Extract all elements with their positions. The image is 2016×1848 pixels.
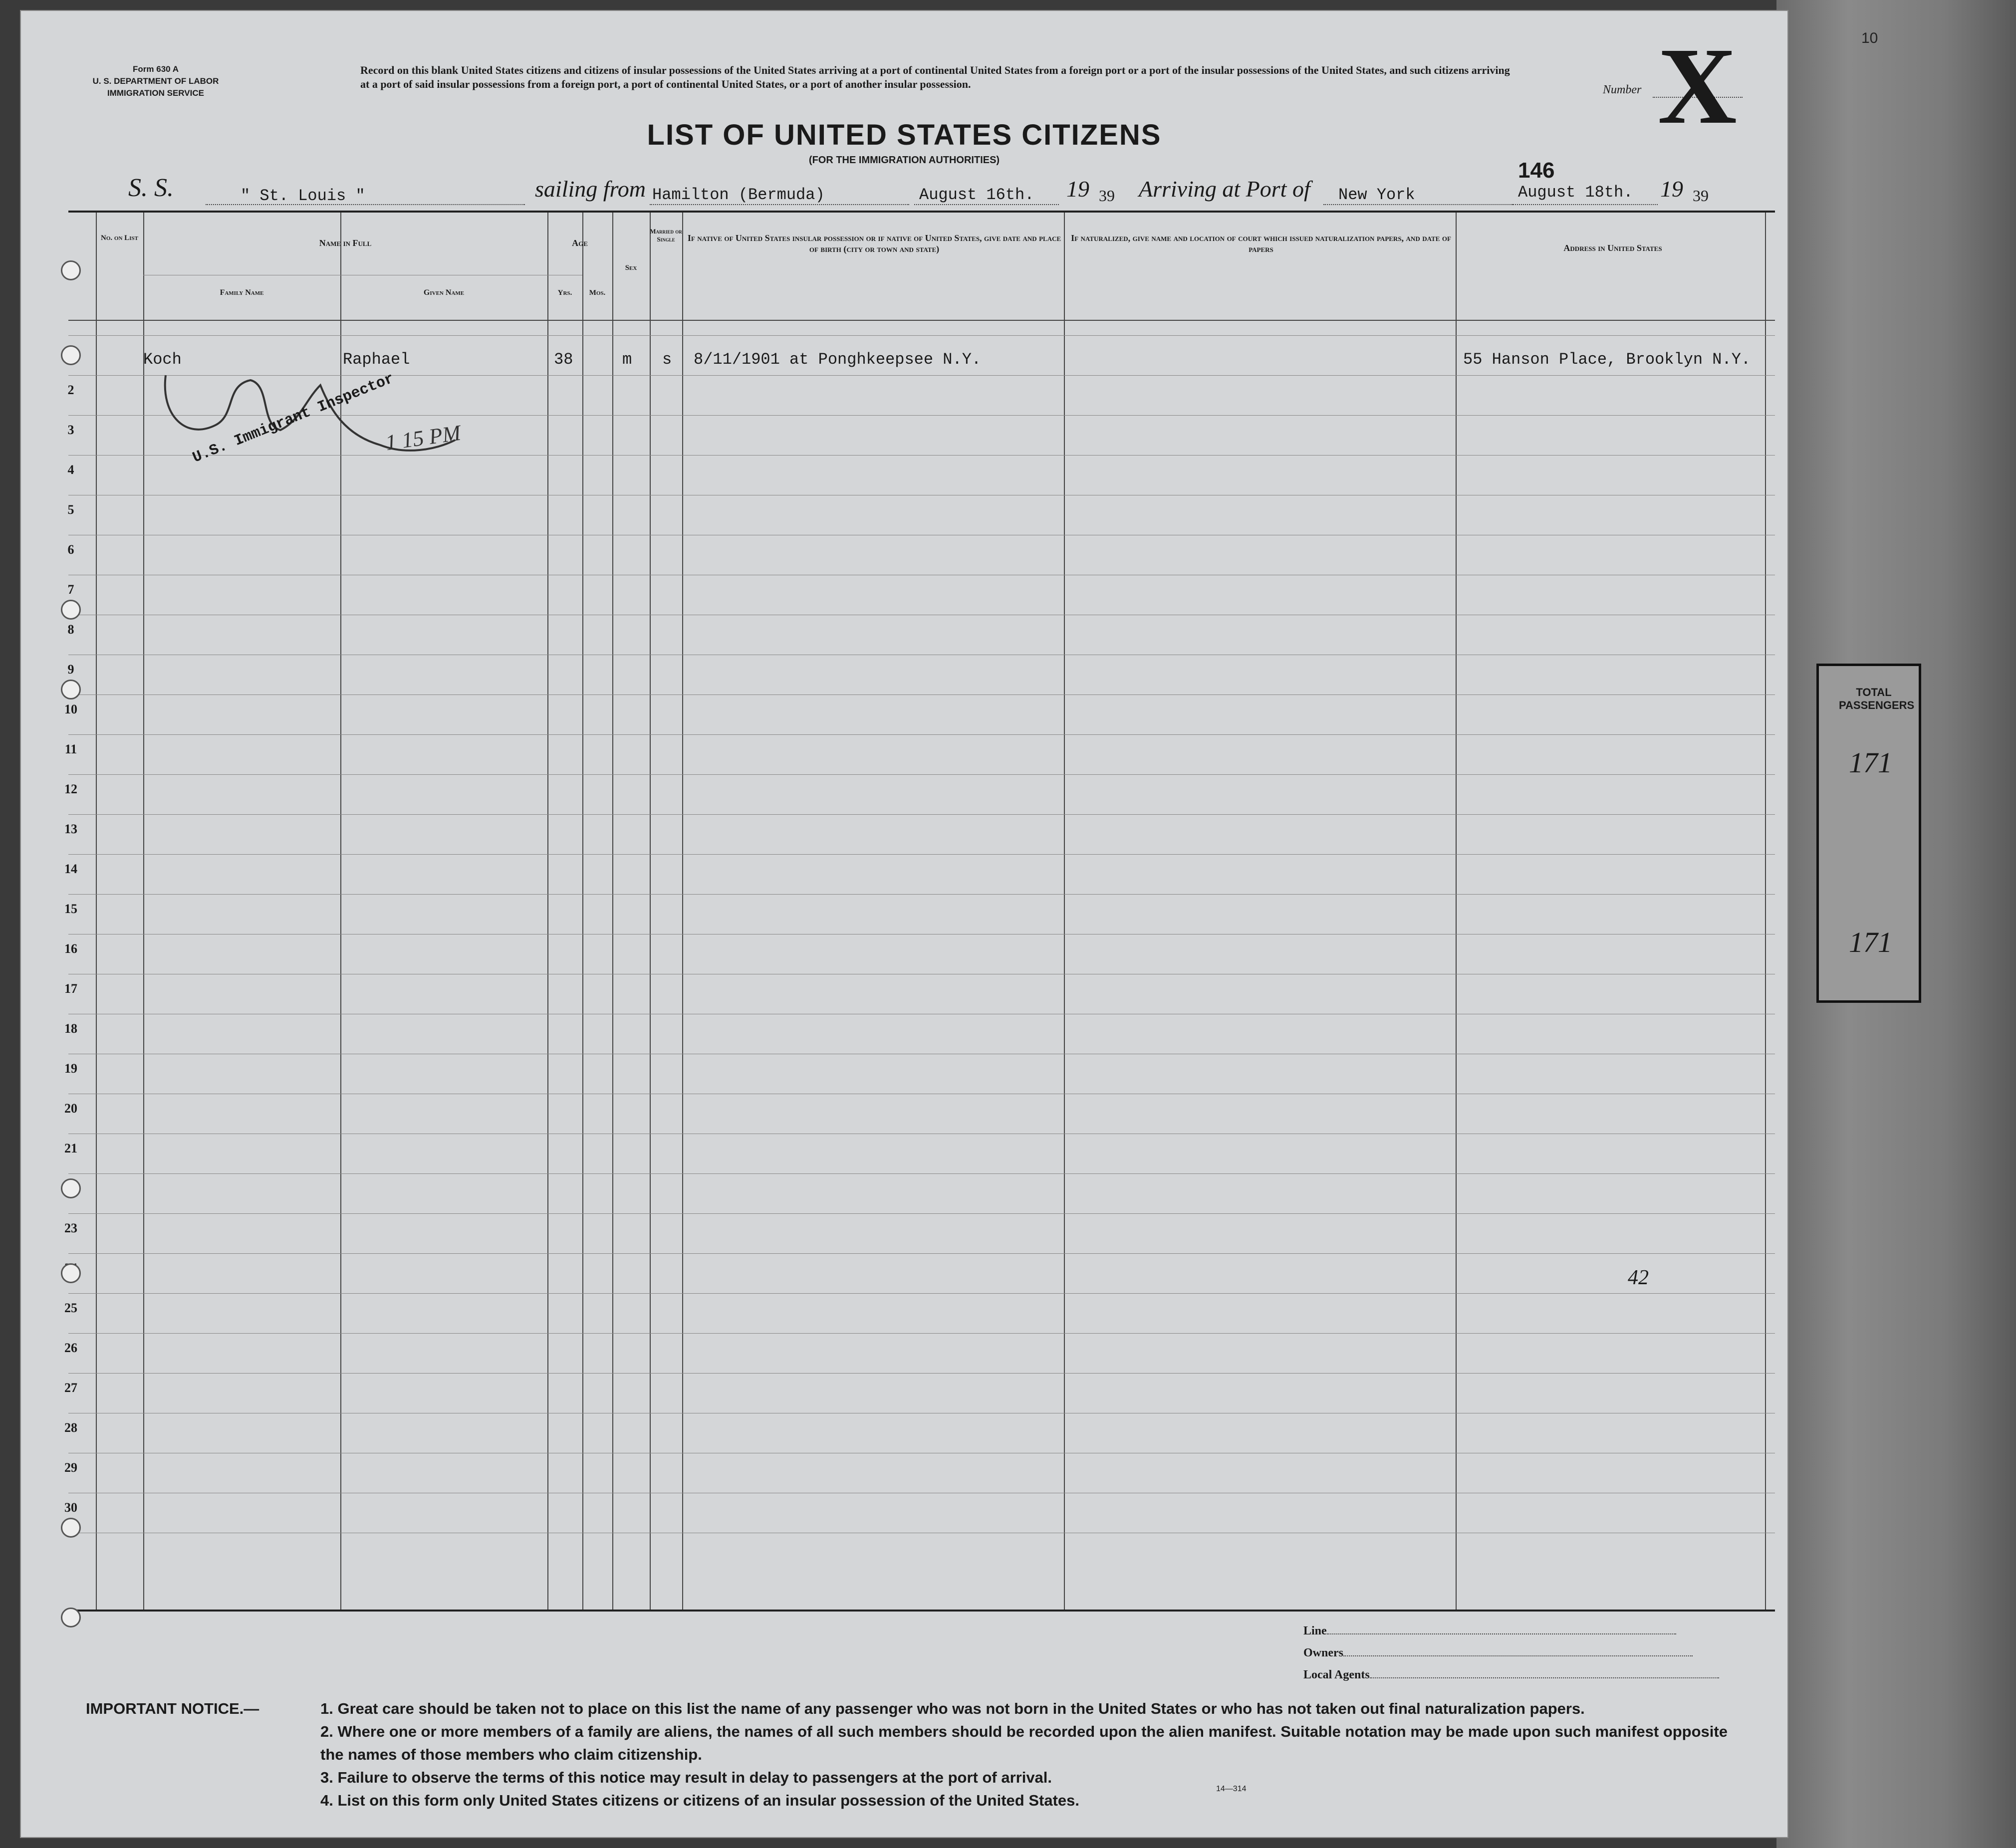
important-notice: [86, 1697, 1733, 1812]
agents-field: [1303, 1664, 1719, 1686]
manifest-page: [20, 10, 1788, 1838]
col-name-in-full: Name in Full: [319, 238, 372, 248]
row-rule: [68, 734, 1775, 735]
row-rule: [68, 1213, 1775, 1214]
ss-label: S. S.: [128, 174, 174, 202]
from-port: Hamilton (Bermuda): [652, 186, 825, 204]
row-number: 21: [64, 1141, 77, 1155]
row-number: 13: [64, 822, 77, 836]
row-rule: [68, 335, 1775, 336]
col-native: If native of United States insular possession or if native of United States, give date and place of birth (city or town and state): [687, 233, 1061, 254]
arrival-port: New York: [1338, 186, 1415, 204]
col-address: Address in United States: [1563, 243, 1662, 253]
row-number: 28: [64, 1420, 77, 1435]
notice-item-2: 2. Where one or more members of a family are aliens, the names of all such members should be recorded upon the alien manifest. Suitable notation may be made upon such manifest opposite the names of those members who claim citizenship.: [320, 1723, 1728, 1763]
row-number: 17: [64, 981, 77, 996]
col-rule: [96, 213, 97, 1610]
row-number: 4: [67, 462, 74, 477]
pencil-note: 42: [1628, 1266, 1649, 1289]
col-no: No. on List: [101, 234, 138, 242]
row-number: 10: [64, 702, 77, 716]
col-rule: [612, 213, 613, 1610]
binder-hole: [61, 600, 81, 620]
entry-sex: m: [622, 350, 632, 369]
year-suffix-2: 39: [1693, 187, 1709, 205]
print-code: 14—314: [1216, 1785, 1247, 1793]
notice-block: [86, 1697, 1733, 1812]
entry-birth: 8/11/1901 at Ponghkeepsee N.Y.: [694, 350, 982, 369]
row-rule: [68, 694, 1775, 695]
record-instructions: Record on this blank United States citizens and citizens of insular possessions of the United States arriving at a port of continental United States from a foreign port or a port of the insular possessions of the United States, and such citizens arriving at a port of said insular possessions from a foreign port, a port of continental United States, or a port of another insular possession.: [360, 64, 1510, 90]
agents-underline: [1370, 1677, 1719, 1678]
notice-items: [320, 1697, 1733, 1812]
header-rule: [68, 320, 1775, 321]
totals-value-2: 171: [1849, 926, 1892, 958]
row-number: 7: [67, 582, 74, 597]
departure-date: August 16th.: [919, 186, 1034, 204]
notice-item-4: 4. List on this form only United States citizens or citizens of an insular possession of the United States.: [320, 1792, 1079, 1809]
line-underline: [1327, 1633, 1676, 1634]
line-field: [1303, 1620, 1719, 1642]
binder-hole: [61, 1518, 81, 1538]
line-label: Line: [1303, 1624, 1327, 1637]
row-rule: [68, 1173, 1775, 1174]
year-prefix-1: 19: [1066, 176, 1089, 202]
form-identifier: [81, 63, 231, 99]
col-family-name: Family Name: [220, 288, 264, 297]
binder-hole: [61, 345, 81, 365]
col-rule: [1456, 213, 1457, 1610]
col-married-single: Married or Single: [650, 228, 682, 243]
totals-label: TOTAL PASSENGERS: [1839, 686, 1915, 711]
row-number: 26: [64, 1341, 77, 1355]
form-service: IMMIGRATION SERVICE: [107, 88, 204, 98]
row-rule: [68, 1373, 1775, 1374]
row-number: 27: [64, 1381, 77, 1395]
row-number: 19: [64, 1061, 77, 1076]
arriving-label: Arriving at Port of: [1139, 176, 1310, 202]
row-rule: [68, 774, 1775, 775]
number-label: Number: [1603, 83, 1642, 96]
col-naturalized: If naturalized, give name and location of court which issued naturalization papers, and date of papers: [1071, 233, 1451, 254]
binder-hole: [61, 1178, 81, 1198]
row-number: 9: [67, 662, 74, 677]
row-rule: [68, 1293, 1775, 1294]
page-title: LIST OF UNITED STATES CITIZENS: [647, 119, 1162, 151]
col-age: Age: [572, 238, 588, 248]
notice-item-1: 1. Great care should be taken not to place on this list the name of any passenger who was not born in the United States or who has not taken out final naturalization papers.: [320, 1700, 1585, 1717]
col-rule: [547, 213, 548, 1610]
row-number: 11: [64, 742, 77, 756]
form-number: Form 630 A: [133, 64, 179, 74]
row-number: 23: [64, 1221, 77, 1235]
row-rule: [68, 854, 1775, 855]
page-number-stamp: 146: [1518, 158, 1555, 183]
totals-value-1: 171: [1849, 746, 1892, 779]
row-rule: [68, 894, 1775, 895]
footer-fields: [1303, 1620, 1719, 1686]
notice-item-3: 3. Failure to observe the terms of this notice may result in delay to passengers at the port of arrival.: [320, 1769, 1052, 1786]
totals-stamp-box: [1816, 664, 1921, 1003]
col-rule: [582, 213, 583, 1610]
col-rule: [650, 213, 651, 1610]
arrival-date-underline: [1513, 203, 1658, 205]
edge-number: 10: [1861, 30, 1878, 46]
col-yrs: Yrs.: [557, 289, 572, 297]
arrival-date: August 18th.: [1518, 183, 1633, 202]
binder-hole: [61, 1263, 81, 1283]
col-rule: [143, 213, 144, 1610]
entry-age: 38: [554, 350, 573, 369]
notice-heading: IMPORTANT NOTICE.—: [86, 1700, 259, 1717]
binder-hole: [61, 260, 81, 280]
row-number: 14: [64, 862, 77, 876]
inspector-stamp: U.S. Immigrant Inspector: [190, 370, 397, 467]
row-number: 8: [67, 622, 74, 637]
col-rule: [682, 213, 683, 1610]
col-rule: [1765, 213, 1766, 1610]
owners-field: [1303, 1642, 1719, 1664]
col-sex: Sex: [625, 264, 637, 272]
form-department: U. S. DEPARTMENT OF LABOR: [92, 76, 219, 86]
page-subtitle: (FOR THE IMMIGRATION AUTHORITIES): [808, 155, 1000, 166]
row-number: 18: [64, 1021, 77, 1036]
entry-given-name: Raphael: [343, 350, 410, 369]
sailing-label: sailing from: [535, 176, 646, 202]
entry-family-name: Koch: [143, 350, 182, 369]
row-rule: [68, 1253, 1775, 1254]
row-number: 5: [67, 502, 74, 517]
row-number: 15: [64, 902, 77, 916]
col-given-name: Given Name: [423, 288, 465, 297]
entry-address: 55 Hanson Place, Brooklyn N.Y.: [1463, 350, 1751, 369]
col-rule: [1064, 213, 1065, 1610]
row-number: 29: [64, 1460, 77, 1475]
row-number: 16: [64, 941, 77, 956]
year-prefix-2: 19: [1660, 176, 1683, 202]
row-number: 2: [67, 383, 74, 397]
agents-label: Local Agents: [1303, 1668, 1370, 1681]
row-rule: [68, 814, 1775, 815]
time-note: 1 15 PM: [384, 420, 463, 456]
row-number: 30: [64, 1500, 77, 1515]
col-mos: Mos.: [589, 289, 606, 297]
binder-hole: [61, 1608, 81, 1627]
owners-label: Owners: [1303, 1646, 1343, 1659]
row-number: 6: [67, 542, 74, 557]
row-number: 25: [64, 1301, 77, 1315]
row-rule: [68, 1333, 1775, 1334]
entry-status: s: [662, 350, 672, 369]
binder-hole: [61, 680, 81, 699]
row-number: 3: [67, 423, 74, 437]
list-number-x: X: [1658, 25, 1737, 147]
year-suffix-1: 39: [1099, 187, 1115, 205]
row-number: 12: [64, 782, 77, 796]
row-number: 20: [64, 1101, 77, 1116]
owners-underline: [1343, 1655, 1693, 1656]
ship-name: " St. Louis ": [241, 187, 365, 205]
